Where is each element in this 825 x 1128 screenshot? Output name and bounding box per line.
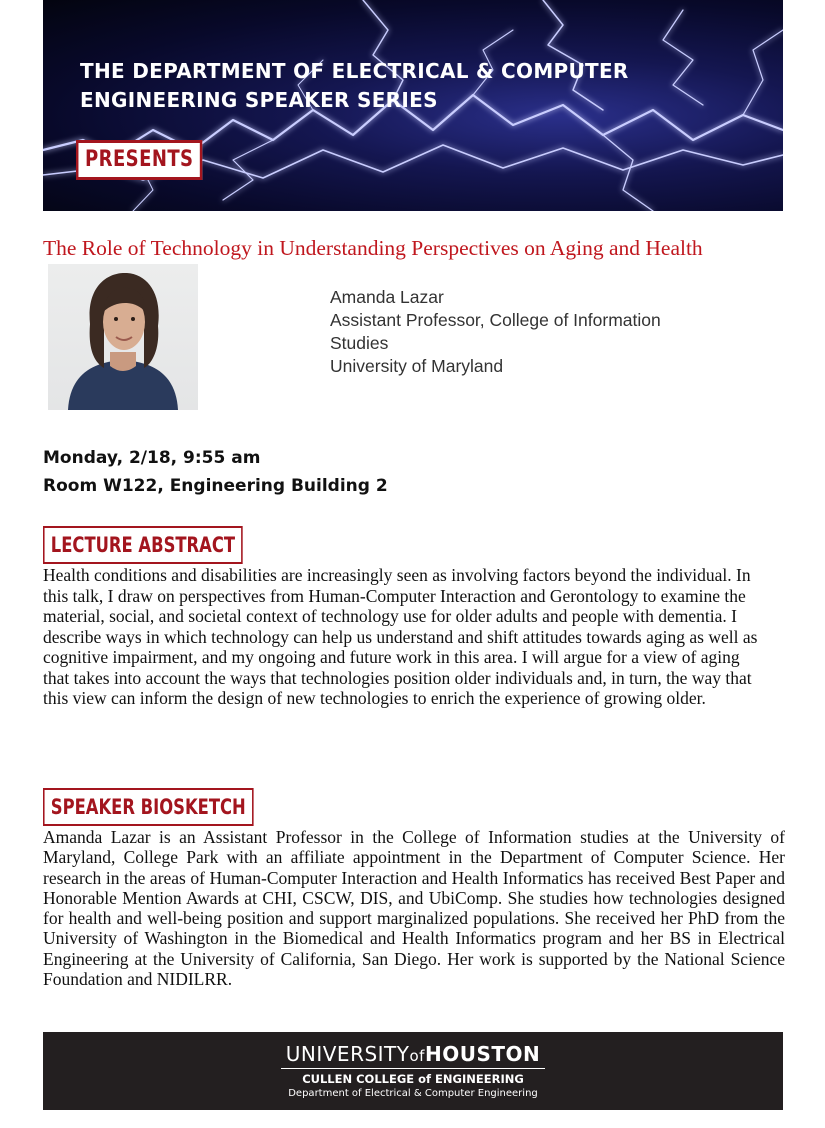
talk-title: The Role of Technology in Understanding Perspectives on Aging and Health — [43, 236, 703, 260]
event-datetime: Monday, 2/18, 9:55 am — [43, 448, 261, 468]
department-name: Department of Electrical & Computer Engineering — [288, 1088, 538, 1099]
speaker-position-line1: Assistant Professor, College of Information — [330, 310, 661, 330]
event-details — [43, 444, 388, 500]
series-title-line2: ENGINEERING SPEAKER SERIES — [80, 88, 438, 112]
speaker-portrait-illustration — [48, 264, 198, 410]
speaker-position-line2: Studies — [330, 333, 389, 353]
speaker-photo — [48, 264, 198, 410]
header-banner — [43, 0, 783, 211]
speaker-affiliation: University of Maryland — [330, 356, 504, 376]
college-name: CULLEN COLLEGE of ENGINEERING — [302, 1072, 524, 1086]
university-prefix: UNIVERSITY — [285, 1042, 410, 1066]
speaker-info — [330, 286, 661, 378]
university-of: of — [409, 1047, 425, 1065]
abstract-heading: LECTURE ABSTRACT — [43, 526, 243, 564]
biosketch-heading: SPEAKER BIOSKETCH — [43, 788, 254, 826]
university-name: HOUSTON — [424, 1042, 541, 1066]
series-title — [80, 57, 629, 115]
footer-logo — [43, 1032, 783, 1110]
abstract-text: Health conditions and disabilities are increasingly seen as involving factors beyond the individual. In this talk, I draw on perspectives from Human-Computer Interaction and Gerontology to examine the material, social, and societal context of technology use for older adults and people with dementia. I describe ways in which technology can help us understand and shift attitudes towards aging as well as cognitive impairment, and my ongoing and future work in this area. I will argue for a view of aging that takes into account the ways that technologies position older individuals and, in turn, the way that this view can inform the design of new technologies to enrich the experience of growing older. — [43, 565, 758, 708]
event-location: Room W122, Engineering Building 2 — [43, 476, 388, 496]
university-wordmark — [43, 1042, 783, 1066]
series-title-line1: THE DEPARTMENT OF ELECTRICAL & COMPUTER — [80, 59, 629, 83]
footer-divider — [281, 1068, 545, 1069]
speaker-name: Amanda Lazar — [330, 287, 444, 307]
biosketch-text: Amanda Lazar is an Assistant Professor in the College of Information studies at the University of Maryland, College Park with an affiliate appointment in the Department of Computer Science. Her research in the areas of Human-Computer Interaction and Health Informatics has received Best Paper and Honorable Mention Awards at CHI, CSCW, DIS, and UbiComp. She studies how technologies designed for health and well-being position and support marginalized populations. She received her PhD from the University of Washington in the Biomedical and Health Informatics program and her BS in Electrical Engineering at the University of California, San Diego. Her work is supported by the National Science Foundation and NIDILRR. — [43, 827, 785, 990]
presents-badge: PRESENTS — [76, 140, 202, 180]
